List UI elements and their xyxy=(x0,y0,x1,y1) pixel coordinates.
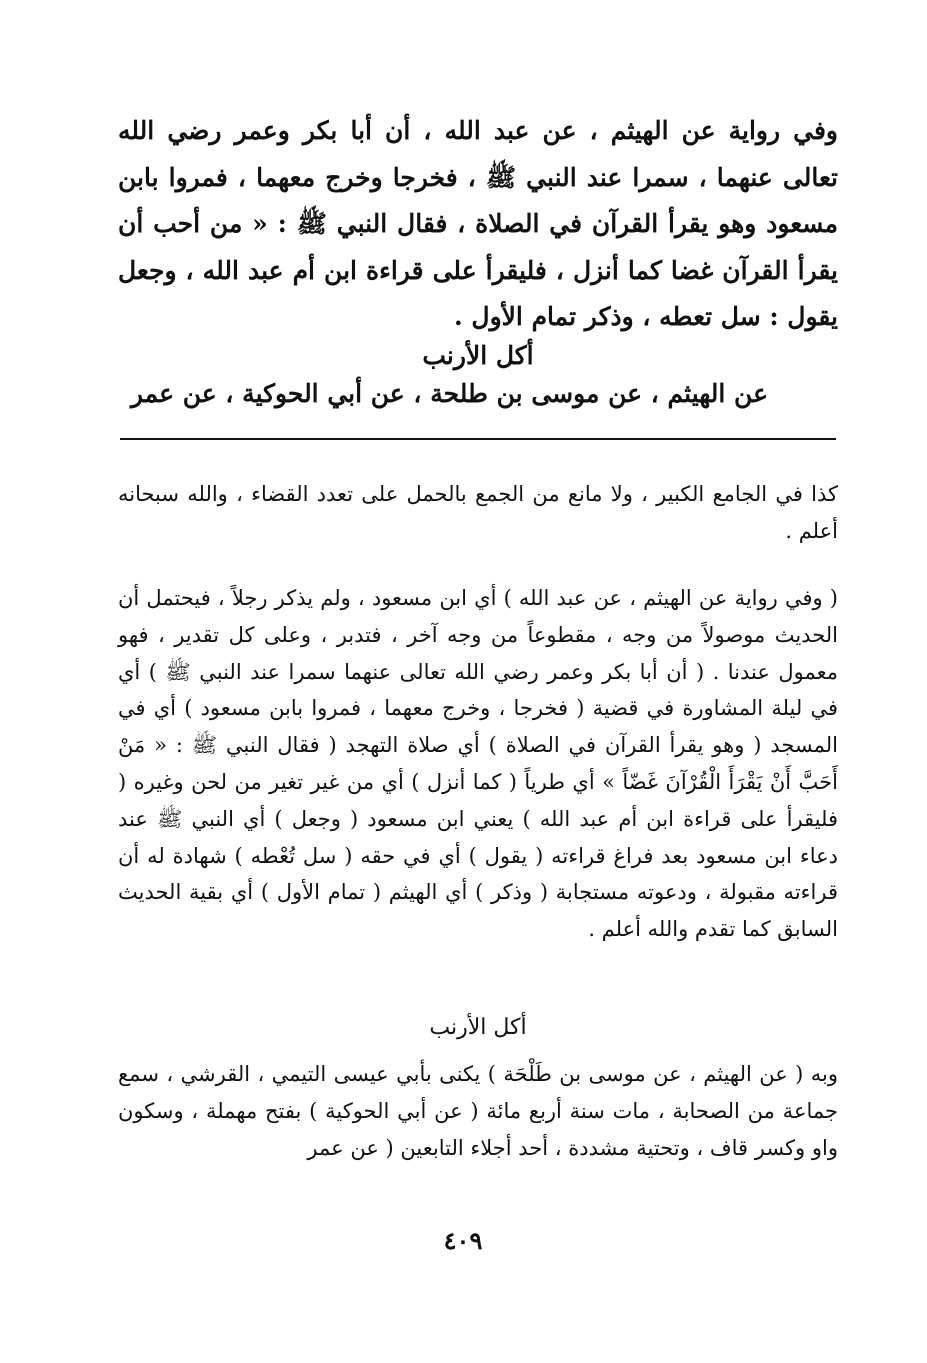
commentary-paragraph: ( وفي رواية عن الهيثم ، عن عبد الله ) أي ابن مسعود ، ولم يذكر رجلاً ، فيحتمل أن الحديث موصولاً من وجه ، مقطوعاً من وجه آخر ، فتدبر ، وعلى كل تقدير ، فهو معمول عندنا . ( أن أبا بكر وعمر رضي الله تعالى عنهما سمرا عند النبي ﷺ ) أي في ليلة المشاورة في قضية ( فخرجا ، وخرج معهما ، فمروا بابن مسعود ) أي في المسجد ( وهو يقرأ القرآن في الصلاة ) أي صلاة التهجد ( فقال النبي ﷺ : « مَنْ أَحَبَّ أَنْ يَقْرَأَ الْقُرْآنَ غَضّاً » أي طرياً ( كما أنزل ) أي من غير تغير من لحن وغيره ( فليقرأ على قراءة ابن أم عبد الله ) يعني ابن مسعود ( وجعل ) أي النبي ﷺ عند دعاء ابن مسعود بعد فراغ قراءته ( يقول ) أي في حقه ( سل تُعْطه ) شهادة له أن قراءته مقبولة ، ودعوته مستجابة ( وذكر ) أي الهيثم ( تمام الأول ) أي بقية الحديث السابق كما تقدم والله أعلم . xyxy=(118,586,838,942)
commentary-paragraph: وبه ( عن الهيثم ، عن موسى بن طَلْحَة ) يكنى بأبي عيسى التيمي ، القرشي ، سمع جماعة من الصحابة ، مات سنة أربع مائة ( عن أبي الحوكية ) بفتح مهملة ، وسكون واو وكسر قاف ، وتحتية مشددة ، أحد أجلاء التابعين ( عن عمر xyxy=(118,1062,838,1160)
hadith-text: وفي رواية عن الهيثم ، عن عبد الله ، أن أبا بكر وعمر رضي الله تعالى عنهما ، سمرا عند النبي ﷺ ، فخرجا وخرج معهما ، فمروا بابن مسعود وهو يقرأ القرآن في الصلاة ، فقال النبي ﷺ : « من أحب أن يقرأ القرآن غضا كما أنزل ، فليقرأ على قراءة ابن أم عبد الله ، وجعل يقول : سل تعطه ، وذكر تمام الأول . xyxy=(118,116,838,331)
commentary-heading: أكل الأرنب xyxy=(429,1015,527,1040)
commentary-paragraph: كذا في الجامع الكبير ، ولا مانع من الجمع بالحمل على تعدد القضاء ، والله سبحانه أعلم . xyxy=(118,482,838,543)
page-number: ٤٠٩ xyxy=(443,1226,483,1255)
hadith-continuation: عن الهيثم ، عن موسى بن طلحة ، عن أبي الحوكية ، عن عمر xyxy=(130,379,768,408)
footnote-divider xyxy=(120,438,836,440)
section-heading: أكل الأرنب xyxy=(422,341,534,370)
